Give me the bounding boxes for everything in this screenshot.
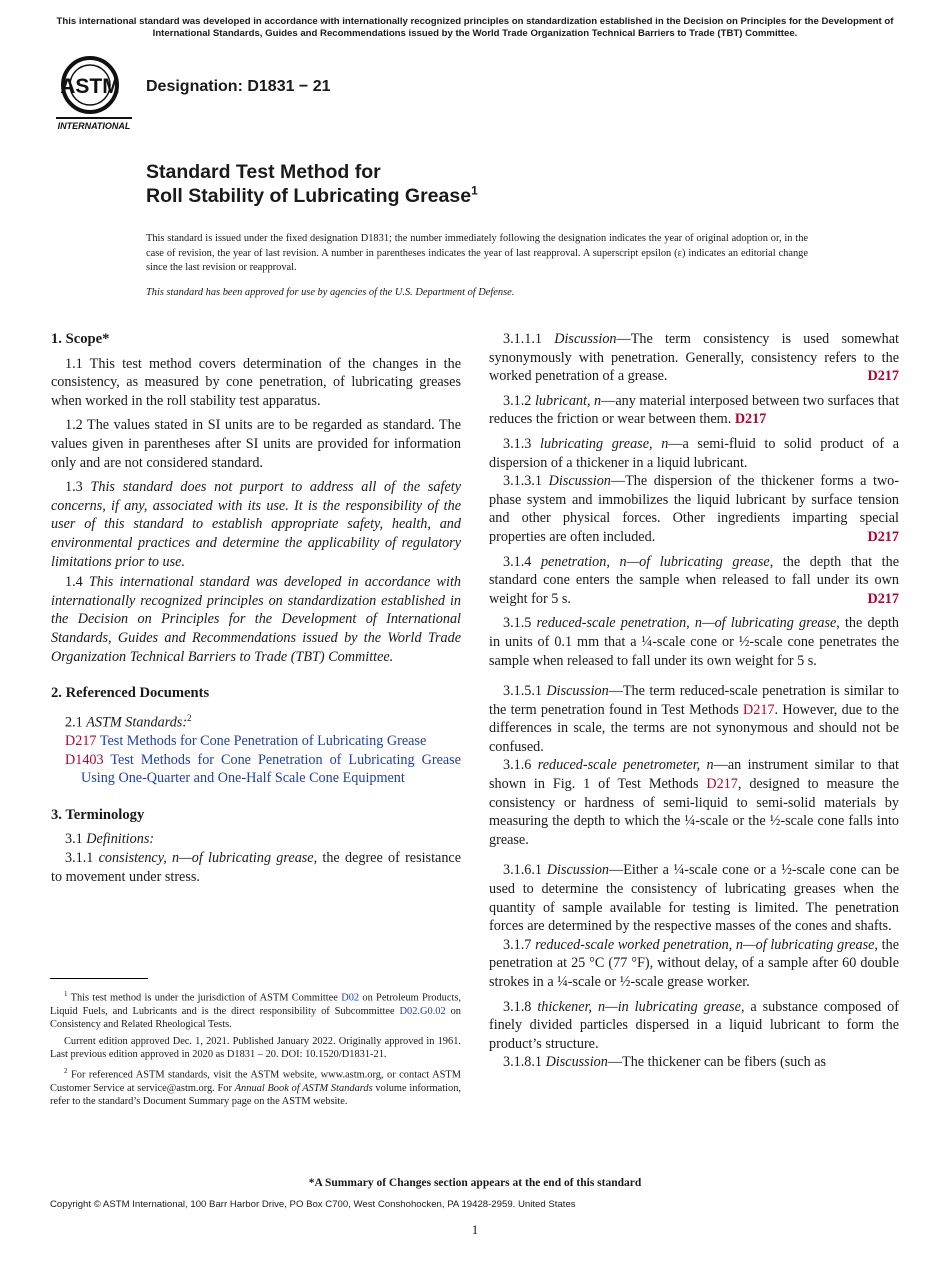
subcommittee-link[interactable]: D02.G0.02	[399, 1005, 446, 1017]
ref-link-d217[interactable]: D217	[867, 368, 899, 385]
summary-note: *A Summary of Changes section appears at the end of this standard	[308, 1177, 642, 1189]
approved-note: This standard has been approved for use by agencies of the U.S. Department of Defense.	[146, 287, 515, 298]
committee-link[interactable]: D02	[341, 992, 360, 1004]
title-line-2	[146, 184, 478, 208]
logo-text: ASTM	[60, 75, 120, 98]
section-2-1: 2.1 ASTM Standards:$^2$	[65, 712, 192, 731]
ref-link-d217[interactable]: D217	[706, 776, 738, 793]
left-column	[51, 330, 461, 886]
section-3-1-1: 3.1.1 consistency, n—of lubricating grease, the degree of resistance to movement under stress.	[51, 849, 462, 885]
section-1-3: 1.3 This standard does not purport to address all of the safety concerns, if any, associated with its use. It is the responsibility of the user of this standard to establish appropriate safety, health, and environmental practices and determine the applicability of regulatory limitations prior to use.	[51, 479, 461, 570]
right-column	[489, 330, 899, 1072]
title-line-2-text: Roll Stability of Lubricating Grease	[146, 185, 472, 207]
section-1-1: 1.1 This test method covers determination of the changes in the consistency, as measured by cone penetration, of lubricating greases when worked in the roll stability test apparatus.	[51, 355, 461, 409]
footnote-edition: Current edition approved Dec. 1, 2021. Published January 2022. Originally approved in 1961. Last previous edition approved in 2020 as D1831 – 20. DOI: 10.1520/D1831-21.	[50, 1035, 461, 1061]
para-3-1-6: 3.1.6 reduced-scale penetrometer, n—an instrument similar to that shown in Fig. 1 of Test Methods D217, designed to measure the consistency or hardness of semi-liquid to semi-solid materials by measuring the depth to which the ¼-scale or the ½-scale cone falls into grease.	[489, 757, 899, 848]
copyright: Copyright © ASTM International, 100 Barr Harbor Drive, PO Box C700, West Conshohocken, PA 19428-2959. United States	[50, 1199, 576, 1210]
section-1-2: 1.2 The values stated in SI units are to be regarded as standard. The values given in parentheses after SI units are provided for information only and are not considered standard.	[51, 417, 461, 471]
para-3-1-2: 3.1.2 lubricant, n—any material interposed between two surfaces that reduces the friction or wear between them. D217	[489, 392, 900, 428]
issued-note: This standard is issued under the fixed designation D1831; the number immediately following the designation indicates the year of original adoption or, in the case of revision, the year of last revision. A number in parentheses indicates the year of last reapproval. A superscript epsilon (ε) indicates an editorial change since the last revision or reapproval.	[146, 233, 808, 273]
title-line-1: Standard Test Method for	[146, 161, 381, 183]
para-3-1-8-1: 3.1.8.1 Discussion—The thickener can be fibers (such as	[503, 1054, 827, 1071]
para-3-1-5: 3.1.5 reduced-scale penetration, n—of lubricating grease, the depth in units of 0.1 mm that a ¼-scale cone or ½-scale cone penetrates the sample when released to fall under its own weight for 5 s.	[489, 615, 899, 669]
page-number: 1	[471, 1222, 479, 1237]
para-3-1-1-1: 3.1.1.1 Discussion—The term consistency is used somewhat synonymously with penetration. Generally, consistency refers to the worked penetration of a grease. D217	[489, 331, 900, 385]
designation: Designation: D1831 − 21	[146, 78, 331, 95]
para-3-1-3: 3.1.3 lubricating grease, n—a semi-fluid to solid product of a dispersion of a thickener in a liquid lubricant.	[489, 435, 900, 471]
astm-logo	[52, 55, 136, 135]
ref-link-d217[interactable]: D217	[734, 411, 767, 428]
para-3-1-4: 3.1.4 penetration, n—of lubricating grease, the depth that the standard cone enters the sample when released to fall under its own weight for 5 s. D217	[489, 553, 899, 607]
para-3-1-8: 3.1.8 thickener, n—in lubricating grease, a substance composed of finely divided particles dispersed in a liquid lubricant to form the product’s structure.	[489, 998, 900, 1052]
section-1-4: 1.4 This international standard was developed in accordance with internationally recognized principles on standardization established in the Decision on Principles for the Development of International Standards, Guides and Recommendations issued by the World Trade Organization Technical Barriers to Trade (TBT) Committee.	[51, 574, 461, 665]
refdocs-heading: 2. Referenced Documents	[51, 685, 210, 702]
section-3-1: 3.1 Definitions:	[65, 831, 155, 848]
ref-link-d217[interactable]: D217	[867, 590, 899, 607]
para-3-1-3-1: 3.1.3.1 Discussion—The dispersion of the thickener forms a two-phase system and immobilizes the liquid lubricant by surface tension and other physical forces. Other ingredients imparting special properties are often included. D217	[489, 473, 900, 545]
para-3-1-7: 3.1.7 reduced-scale worked penetration, n—of lubricating grease, the penetration at 25 °C (77 °F), without delay, of a sample after 60 double strokes in a ¼-scale or ½-scale grease worker.	[489, 936, 899, 990]
document-title	[146, 160, 478, 208]
footnotes	[50, 988, 461, 1109]
terminology-heading: 3. Terminology	[51, 806, 145, 823]
para-3-1-6-1: 3.1.6.1 Discussion—Either a ¼-scale cone or a ½-scale cone can be used to determine the consistency of lubricating greases when the quantity of sample available for testing is limited. The penetration forces are determined by the respective masses of the cones and shafts.	[489, 862, 899, 935]
ref-link-d217[interactable]: D217	[867, 528, 899, 545]
para-3-1-5-1: 3.1.5.1 Discussion—The term reduced-scale penetration is similar to the term penetration found in Test Methods D217. However, due to the differences in scale, the terms are not synonymous and should not be confused.	[489, 683, 900, 755]
astm-logo-icon	[52, 55, 136, 135]
ref-link-d217[interactable]: D217	[743, 701, 775, 718]
title-footnote-mark[interactable]: 1	[471, 183, 478, 198]
ref-d1403[interactable]: D1403 Test Methods for Cone Penetration of Lubricating Grease Using One-Quarter and One-Half Scale Cone Equipment	[65, 751, 461, 787]
top-note: This international standard was developed in accordance with internationally recognized principles on standardization established in the Decision on Principles for the Development of International Standards, Guides and Recommendations issued by the World Trade Organization Technical Barriers to Trade (TBT) Committee.	[56, 16, 894, 39]
footnote-divider	[50, 978, 148, 979]
footnote-2: $^2$ For referenced ASTM standards, visit the ASTM website, www.astm.org, or contact ASTM Customer Service at service@astm.org. For Annual Book of ASTM Standards volume information, refer to the standard’s Document Summary page on the ASTM website.	[50, 1066, 461, 1108]
logo-subtext: INTERNATIONAL	[57, 121, 131, 131]
scope-heading: 1. Scope*	[51, 331, 110, 347]
ref-d217[interactable]: D217 Test Methods for Cone Penetration of Lubricating Grease	[65, 733, 427, 750]
footnote-1: $^1$ This test method is under the jurisdiction of ASTM Committee D02 on Petroleum Products, Liquid Fuels, and Lubricants and is the direct responsibility of Subcommittee D02.G0.02 on Consistency and Related Rheological Tests.	[50, 990, 461, 1031]
